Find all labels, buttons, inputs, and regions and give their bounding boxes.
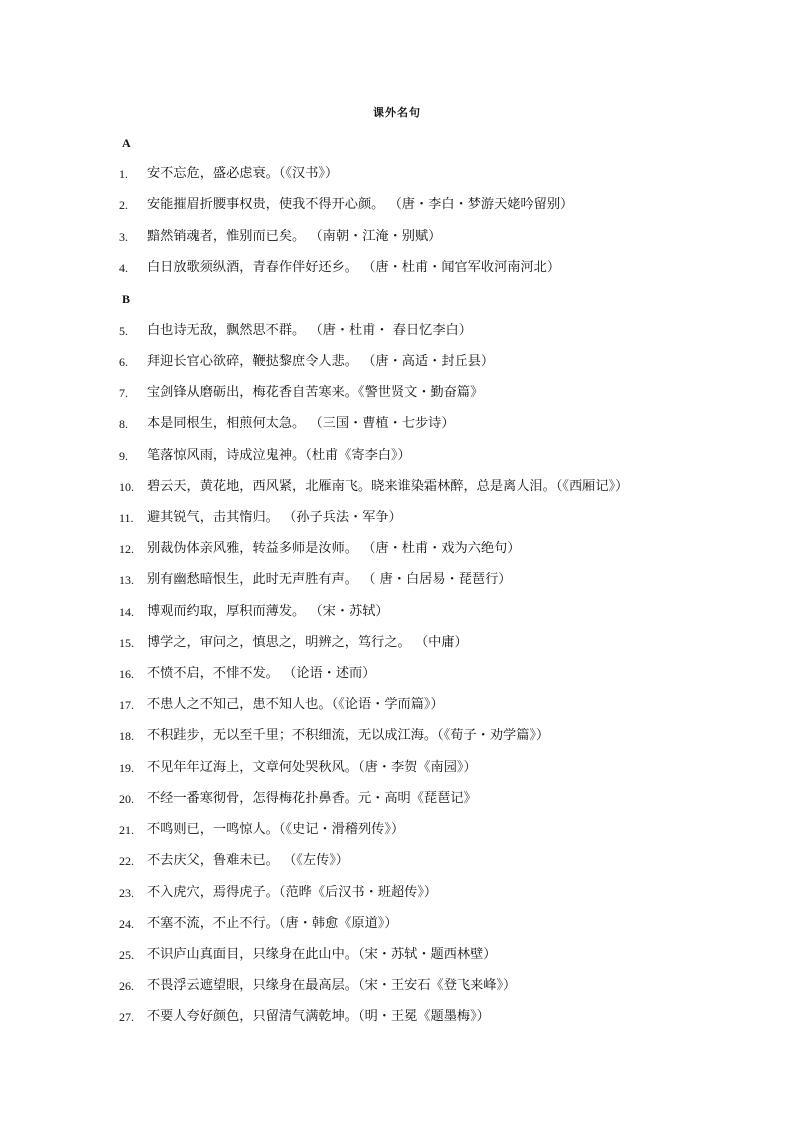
list-item [119,665,375,683]
list-item [119,509,402,527]
list-item [119,696,444,714]
item-number: 1. [119,167,128,181]
item-text: 不识庐山真面目，只缘身在此山中。（宋・苏轼・题西林壁） [147,947,497,962]
section-b-heading: B [122,292,131,306]
list-item [119,228,441,246]
item-text: 宝剑锋从磨砺出，梅花香自苦寒来。《警世贤文・勤奋篇》 [147,385,484,400]
item-number: 25. [119,948,134,962]
list-item [119,634,468,652]
item-number: 11. [119,511,134,525]
item-number: 13. [119,573,134,587]
page-title: 课外名句 [373,106,421,119]
item-number: 6. [119,355,128,369]
item-number: 8. [119,417,128,431]
list-item [119,165,338,183]
item-number: 16. [119,667,134,681]
item-number: 14. [119,605,134,619]
item-text: 白也诗无敌，飘然思不群。 （唐・杜甫・ 春日忆李白） [147,323,472,338]
item-text: 笔落惊风雨，诗成泣鬼神。（杜甫《寄李白》） [147,448,411,463]
item-number: 23. [119,886,134,900]
list-item [119,946,496,964]
list-item [119,384,483,402]
item-text: 安不忘危，盛必虑衰。（《汉书》） [147,166,339,181]
item-number: 27. [119,1010,134,1024]
item-text: 不畏浮云遮望眼，只缘身在最高层。（宋・王安石《登飞来峰》） [147,978,517,993]
item-text: 避其锐气，击其惰归。 （孙子兵法・军争） [147,510,402,525]
item-text: 拜迎长官心欲碎，鞭挞黎庶令人悲。 （唐・高适・封丘县） [147,354,495,369]
list-item [119,884,437,902]
item-text: 不塞不流，不止不行。（唐・韩愈《原道》） [147,916,398,931]
item-number: 9. [119,449,128,463]
list-item [119,540,520,558]
list-item [119,759,477,777]
item-number: 24. [119,917,134,931]
item-text: 博观而约取，厚积而薄发。 （宋・苏轼） [147,604,389,619]
item-text: 白日放歌须纵酒，青春作伴好还乡。 （唐・杜甫・闻官军收河南河北） [147,260,561,275]
item-text: 不愤不启，不悱不发。 （论语・述而） [147,666,376,681]
item-number: 15. [119,636,134,650]
list-item [119,821,404,839]
item-text: 本是同根生，相煎何太急。 （三国・曹植・七步诗） [147,416,455,431]
list-item [119,1008,490,1026]
item-number: 10. [119,480,134,494]
item-number: 26. [119,979,134,993]
item-text: 安能摧眉折腰事权贵，使我不得开心颜。 （唐・李白・梦游天姥吟留别） [147,197,574,212]
item-number: 20. [119,792,134,806]
item-text: 不见年年辽海上，文章何处哭秋风。（唐・李贺《南园》） [147,760,477,775]
item-text: 不要人夸好颜色，只留清气满乾坤。（明・王冕《题墨梅》） [147,1009,490,1024]
list-item [119,353,494,371]
list-item [119,603,389,621]
item-number: 19. [119,761,134,775]
list-item [119,196,573,214]
item-text: 不经一番寒彻骨，怎得梅花扑鼻香。元・高明《琵琶记》 [147,791,477,806]
item-number: 4. [119,261,128,275]
item-number: 3. [119,230,128,244]
item-number: 18. [119,729,134,743]
item-text: 别裁伪体亲风雅，转益多师是汝师。 （唐・杜甫・戏为六绝句） [147,541,521,556]
list-item [119,727,549,745]
list-item [119,915,398,933]
list-item [119,790,477,808]
item-text: 黯然销魂者，惟别而已矣。 （南朝・江淹・别赋） [147,229,442,244]
list-item [119,478,628,496]
list-item [119,415,455,433]
item-number: 12. [119,542,134,556]
list-item [119,571,511,589]
item-text: 别有幽愁暗恨生，此时无声胜有声。 （ 唐・白居易・琵琶行） [147,572,512,587]
item-number: 21. [119,823,134,837]
item-text: 不鸣则已，一鸣惊人。（《史记・滑稽列传》） [147,822,405,837]
item-text: 不积跬步，无以至千里；不积细流，无以成江海。（《荀子・劝学篇》） [147,728,550,743]
item-number: 5. [119,324,128,338]
list-item [119,322,472,340]
item-text: 博学之，审问之，慎思之，明辨之，笃行之。 （中庸） [147,635,468,650]
list-item [119,852,349,870]
list-item [119,977,516,995]
item-number: 2. [119,198,128,212]
section-a-heading: A [122,136,131,150]
item-text: 不入虎穴，焉得虎子。（范晔《后汉书・班超传》） [147,885,438,900]
item-number: 7. [119,386,128,400]
item-text: 碧云天，黄花地，西风紧，北雁南飞。晓来谁染霜林醉，总是离人泪。（《西厢记》） [147,479,629,494]
item-text: 不去庆父，鲁难未已。 （《左传》） [147,853,349,868]
list-item [119,447,411,465]
item-number: 22. [119,854,134,868]
list-item [119,259,560,277]
item-number: 17. [119,698,134,712]
item-text: 不患人之不知己，患不知人也。（《论语・学而篇》） [147,697,444,712]
